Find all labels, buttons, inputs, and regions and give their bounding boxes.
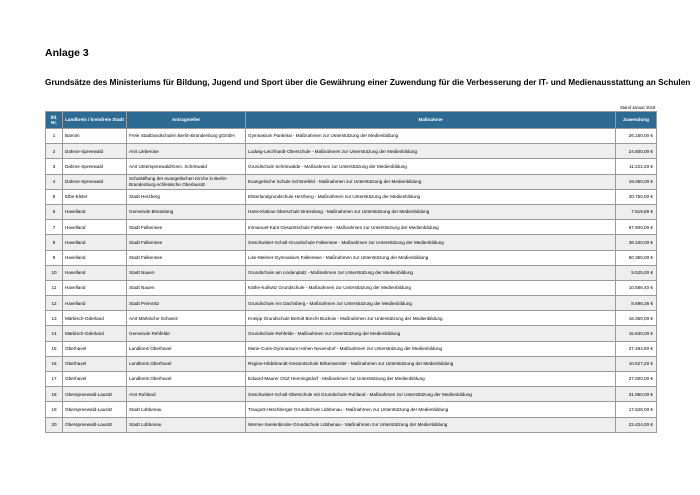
- cell-antragsteller: Stadt Falkensee: [127, 250, 246, 265]
- cell-kreis: Havelland: [63, 280, 127, 295]
- cell-kreis: Oberhavel: [63, 356, 127, 371]
- cell-kreis: Oberhavel: [63, 372, 127, 387]
- cell-antragsteller: Stadt Herzberg: [127, 189, 246, 204]
- cell-nr: 14: [46, 326, 63, 341]
- cell-massnahme: Traugott-Hirschberger Grundschule Lübbenau - Maßnahmen zur Unterstützung der Medienbildung: [246, 402, 616, 417]
- cell-antragsteller: Landkreis Oberhavel: [127, 341, 246, 356]
- header-massnahme: Maßnahme: [246, 112, 616, 129]
- cell-zuwendung: 26.150,00 €: [616, 129, 657, 144]
- cell-nr: 11: [46, 280, 63, 295]
- table-row: [46, 341, 657, 356]
- cell-nr: 13: [46, 311, 63, 326]
- cell-antragsteller: Stadt Falkensee: [127, 235, 246, 250]
- table-row: [46, 265, 657, 280]
- cell-zuwendung: 8.696,35 €: [616, 296, 657, 311]
- cell-massnahme: Grundschule Schönwalde - Maßnahmen zur Unterstützung der Medienbildung: [246, 159, 616, 174]
- cell-kreis: Dahme-Spreewald: [63, 159, 127, 174]
- cell-kreis: Havelland: [63, 220, 127, 235]
- table-row: [46, 387, 657, 402]
- cell-zuwendung: 11.222,20 €: [616, 159, 657, 174]
- cell-massnahme: Hans-Klakow Oberschule Brieselang - Maßnahmen zur Unterstützung der Medienbildung: [246, 204, 616, 219]
- document-heading: Anlage 3: [45, 47, 89, 59]
- cell-massnahme: Eduard-Maurer OSZ Henningsdorf - Maßnahmen zur Unterstützung der Medienbildung: [246, 372, 616, 387]
- cell-massnahme: Marie-Curie-Gymnasium Hohen Neuendorf - Maßnahmen zur Unterstützung der Medienbildung: [246, 341, 616, 356]
- table-row: [46, 417, 657, 432]
- cell-antragsteller: Freie Stadtrandschulen Berlin-Brandenburg gGmbH: [127, 129, 246, 144]
- table-row: [46, 280, 657, 295]
- table-header-row: [46, 112, 657, 129]
- cell-kreis: Oberhavel: [63, 341, 127, 356]
- table-row: [46, 296, 657, 311]
- cell-zuwendung: 18.360,00 €: [616, 311, 657, 326]
- cell-kreis: Havelland: [63, 265, 127, 280]
- cell-antragsteller: Amt Märkische Schweiz: [127, 311, 246, 326]
- cell-massnahme: Grundschule Am Dachsberg - Maßnahmen zur Unterstützung der Medienbildung: [246, 296, 616, 311]
- cell-kreis: Märkisch-Oderland: [63, 326, 127, 341]
- cell-kreis: Dahme-Spreewald: [63, 144, 127, 159]
- table-row: [46, 250, 657, 265]
- cell-zuwendung: 19.050,00 €: [616, 174, 657, 189]
- cell-kreis: Barnim: [63, 129, 127, 144]
- cell-nr: 8: [46, 235, 63, 250]
- cell-massnahme: Ludwig-Leichhardt-Oberschule - Maßnahmen zur Unterstützung der Medienbildung: [246, 144, 616, 159]
- cell-massnahme: Geschwister-Scholl-Grundschule Falkensee - Maßnahmen zur Unterstützung der Medienbildung: [246, 235, 616, 250]
- cell-kreis: Havelland: [63, 296, 127, 311]
- table-row: [46, 311, 657, 326]
- cell-kreis: Elbe-Elster: [63, 189, 127, 204]
- cell-massnahme: Kneipp Grundschule Bertolt Brecht Buckow - Maßnahmen zur Unterstützung der Medienbildung: [246, 311, 616, 326]
- cell-massnahme: Lise-Meitner-Gymnasium Falkensee - Maßnahmen zur Unterstützung der Medienbildung: [246, 250, 616, 265]
- cell-antragsteller: Landkreis Oberhavel: [127, 372, 246, 387]
- cell-zuwendung: 27.000,00 €: [616, 372, 657, 387]
- cell-zuwendung: 10.586,40 €: [616, 280, 657, 295]
- cell-nr: 20: [46, 417, 63, 432]
- funding-table: [45, 111, 657, 433]
- cell-antragsteller: Amt Ruhland: [127, 387, 246, 402]
- cell-nr: 17: [46, 372, 63, 387]
- cell-zuwendung: 38.100,00 €: [616, 235, 657, 250]
- cell-zuwendung: 15.840,00 €: [616, 326, 657, 341]
- cell-zuwendung: 31.950,00 €: [616, 387, 657, 402]
- table-row: [46, 189, 657, 204]
- cell-nr: 2: [46, 144, 63, 159]
- cell-kreis: Havelland: [63, 204, 127, 219]
- cell-nr: 6: [46, 204, 63, 219]
- table-body: [46, 129, 657, 433]
- cell-massnahme: Grundschule am Lindenplatz - Maßnahmen zur Unterstützung der Medienbildung: [246, 265, 616, 280]
- table-row: [46, 220, 657, 235]
- cell-massnahme: Geschwister-Scholl-Oberschule mit Grundschule Ruhland - Maßnahmen zur Unterstützung der Medienbildung: [246, 387, 616, 402]
- header-zuwendung: Zuwendung: [616, 112, 657, 129]
- cell-zuwendung: 17.628,00 €: [616, 402, 657, 417]
- table-row: [46, 144, 657, 159]
- cell-nr: 18: [46, 387, 63, 402]
- table-row: [46, 129, 657, 144]
- cell-antragsteller: Schulstiftung der evangelischen Kirche in Berlin-Brandenburg-schlesische Oberlausitz: [127, 174, 246, 189]
- cell-nr: 10: [46, 265, 63, 280]
- cell-antragsteller: Amt Lieberose: [127, 144, 246, 159]
- cell-zuwendung: 27.484,80 €: [616, 341, 657, 356]
- cell-nr: 12: [46, 296, 63, 311]
- cell-massnahme: Gymnasium Panketal - Maßnahmen zur Unterstützung der Medienbildung: [246, 129, 616, 144]
- cell-kreis: Oberspreewald-Lausitz: [63, 402, 127, 417]
- cell-kreis: Dahme-Spreewald: [63, 174, 127, 189]
- cell-nr: 9: [46, 250, 63, 265]
- table-row: [46, 356, 657, 371]
- cell-zuwendung: 23.424,00 €: [616, 417, 657, 432]
- cell-zuwendung: 30.750,00 €: [616, 189, 657, 204]
- cell-nr: 1: [46, 129, 63, 144]
- stand-date: Stand Januar 2019: [620, 105, 656, 110]
- cell-kreis: Oberspreewald-Lausitz: [63, 387, 127, 402]
- cell-antragsteller: Landkreis Oberhavel: [127, 356, 246, 371]
- cell-antragsteller: Amt Unterspreewald/Gem. Schönwald: [127, 159, 246, 174]
- cell-nr: 16: [46, 356, 63, 371]
- cell-nr: 19: [46, 402, 63, 417]
- cell-nr: 5: [46, 189, 63, 204]
- cell-antragsteller: Gemeinde Rehfelde: [127, 326, 246, 341]
- cell-massnahme: Käthe-Kollwitz Grundschule - Maßnahmen zur Unterstützung der Medienbildung: [246, 280, 616, 295]
- cell-antragsteller: Stadt Nauen: [127, 280, 246, 295]
- cell-zuwendung: 7.519,89 €: [616, 204, 657, 219]
- cell-massnahme: Elsterlandgrundschule Herzberg - Maßnahmen zur Unterstützung der Medienbildung: [246, 189, 616, 204]
- cell-nr: 7: [46, 220, 63, 235]
- cell-massnahme: Regine-Hildebrandt-Gesamtschule Birkenwerder - Maßnahmen zur Unterstützung der Medienbildung: [246, 356, 616, 371]
- cell-zuwendung: 10.627,20 €: [616, 356, 657, 371]
- cell-zuwendung: 60.360,00 €: [616, 250, 657, 265]
- cell-kreis: Oberspreewald-Lausitz: [63, 417, 127, 432]
- cell-zuwendung: 9.525,00 €: [616, 265, 657, 280]
- cell-nr: 3: [46, 159, 63, 174]
- document-subtitle: Grundsätze des Ministeriums für Bildung, Jugend und Sport über die Gewährung einer Zuwendung für die Verbesserung der IT- und Medienausstattung an Schulen: [45, 77, 691, 87]
- header-kreis: Landkreis / kreisfreie Stadt: [63, 112, 127, 129]
- header-antragsteller: Antragsteller: [127, 112, 246, 129]
- table-row: [46, 204, 657, 219]
- cell-zuwendung: 24.800,00 €: [616, 144, 657, 159]
- cell-antragsteller: Stadt Lübbenau: [127, 402, 246, 417]
- header-nr: lfd. Nr.: [46, 112, 63, 129]
- cell-kreis: Märkisch-Oderland: [63, 311, 127, 326]
- table-row: [46, 159, 657, 174]
- cell-nr: 4: [46, 174, 63, 189]
- table-row: [46, 402, 657, 417]
- table-row: [46, 235, 657, 250]
- cell-kreis: Havelland: [63, 235, 127, 250]
- table-row: [46, 372, 657, 387]
- table-row: [46, 174, 657, 189]
- table-row: [46, 326, 657, 341]
- cell-massnahme: Werner-Seelenbinder-Grundschule Lübbenau - Maßnahmen zur Unterstützung der Medienbildung: [246, 417, 616, 432]
- cell-massnahme: Immanuel-Kant Gesamtschule Falkensee - Maßnahmen zur Unterstützung der Medienbildung: [246, 220, 616, 235]
- cell-antragsteller: Gemeinde Brieselang: [127, 204, 246, 219]
- cell-zuwendung: 67.900,00 €: [616, 220, 657, 235]
- cell-massnahme: Grundschule Rehfelde - Maßnahmen zur Unterstützung der Medienbildung: [246, 326, 616, 341]
- cell-antragsteller: Stadt Falkensee: [127, 220, 246, 235]
- cell-antragsteller: Stadt Premnitz: [127, 296, 246, 311]
- cell-antragsteller: Stadt Nauen: [127, 265, 246, 280]
- cell-nr: 15: [46, 341, 63, 356]
- cell-kreis: Havelland: [63, 250, 127, 265]
- cell-antragsteller: Stadt Lübbenau: [127, 417, 246, 432]
- cell-massnahme: Evangelische Schule Schönefeld - Maßnahmen zur Unterstützung der Medienbildung: [246, 174, 616, 189]
